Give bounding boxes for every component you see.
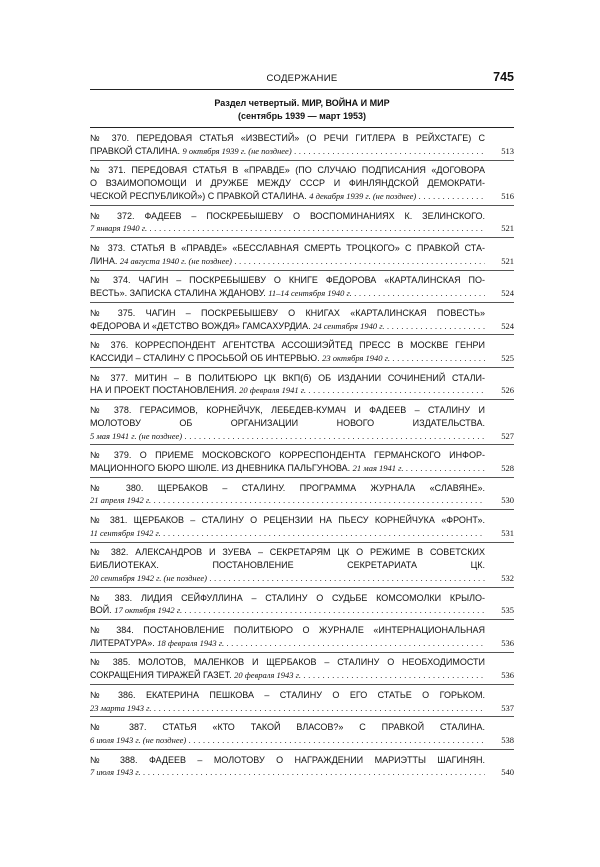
toc-entry-date: 6 июля 1943 г. (не позднее) bbox=[90, 734, 187, 745]
toc-entry-line bbox=[90, 734, 485, 746]
toc-entry-line bbox=[90, 430, 485, 442]
toc-entry-line bbox=[90, 702, 485, 714]
toc-entry[interactable] bbox=[90, 482, 514, 508]
toc-entry-line bbox=[90, 624, 485, 636]
toc-entry-title: № 381. ЩЕРБАКОВ – СТАЛИНУ О РЕЦЕНЗИИ НА ПЬЕСУ КОРНЕЙЧУКА «ФРОНТ». bbox=[90, 515, 485, 525]
toc-entry-line bbox=[90, 287, 485, 299]
toc-entry-line bbox=[90, 494, 485, 506]
toc-entry[interactable] bbox=[90, 754, 514, 780]
entry-separator bbox=[90, 652, 514, 653]
entry-separator bbox=[90, 509, 514, 510]
toc-entry-line bbox=[90, 274, 485, 286]
toc-entry-line bbox=[90, 527, 485, 539]
toc-entry-line bbox=[90, 222, 485, 234]
toc-entry-date: 11–14 сентября 1940 г. bbox=[268, 288, 352, 299]
toc-entry-line bbox=[90, 637, 485, 649]
toc-entry[interactable] bbox=[90, 274, 514, 300]
toc-entry-date: 23 октября 1940 г. bbox=[322, 352, 391, 363]
toc-entry-line bbox=[90, 372, 485, 384]
toc-entry-date: 5 мая 1941 г. (не позднее) bbox=[90, 430, 183, 441]
toc-entry-page: 528 bbox=[501, 462, 514, 473]
toc-entry-page: 521 bbox=[501, 223, 514, 234]
toc-entry-title: № 383. ЛИДИЯ СЕЙФУЛЛИНА – СТАЛИНУ О СУДЬБЕ КОМСОМОЛКИ КРЫЛО- bbox=[90, 592, 485, 603]
toc-entry-line bbox=[90, 604, 485, 616]
toc-entry-line bbox=[90, 145, 485, 157]
toc-entry-title: № 377. МИТИН – В ПОЛИТБЮРО ЦК ВКП(б) ОБ ИЗДАНИИ СОЧИНЕНИЙ СТАЛИ- bbox=[90, 372, 485, 383]
toc-entry-line bbox=[90, 449, 485, 461]
toc-entry-date: 21 апреля 1942 г. bbox=[90, 495, 152, 506]
toc-entry-line bbox=[90, 177, 485, 189]
toc-entry-title: ПРАВКОЙ СТАЛИНА. bbox=[90, 145, 180, 156]
toc-entry-line bbox=[90, 721, 485, 733]
toc-entry-page: 538 bbox=[501, 734, 514, 745]
entry-separator bbox=[90, 716, 514, 717]
toc-entry-date: 11 сентября 1942 г. bbox=[90, 527, 161, 538]
toc-entry-date: 24 сентября 1940 г. bbox=[313, 320, 385, 331]
toc-entry[interactable] bbox=[90, 210, 514, 236]
toc-entry-page: 513 bbox=[501, 145, 514, 156]
toc-entry-title: № 371. ПЕРЕДОВАЯ СТАТЬЯ В «ПРАВДЕ» (ПО СЛУЧАЮ ПОДПИСАНИЯ «ДОГОВОРА bbox=[90, 165, 485, 176]
toc-entry[interactable] bbox=[90, 372, 514, 398]
toc-entry-line bbox=[90, 255, 485, 267]
entry-separator bbox=[90, 334, 514, 335]
toc-entry-date: 20 февраля 1943 г. bbox=[234, 670, 301, 681]
toc-entry[interactable] bbox=[90, 514, 514, 540]
running-header-title: СОДЕРЖАНИЕ bbox=[266, 73, 338, 84]
toc-entry[interactable] bbox=[90, 546, 514, 584]
toc-entry-page: 532 bbox=[501, 572, 514, 583]
toc-entry-title: О ВЗАИМОПОМОЩИ И ДРУЖБЕ МЕЖДУ СССР И ФИНЛЯНДСКОЙ ДЕМОКРАТИ- bbox=[90, 178, 485, 189]
toc-entry-date: 17 октября 1942 г. bbox=[114, 605, 183, 616]
running-header bbox=[90, 72, 514, 90]
toc-entry-line bbox=[90, 514, 485, 526]
toc-entry[interactable] bbox=[90, 624, 514, 650]
toc-entry-title: ЧЕСКОЙ РЕСПУБЛИКОЙ») С ПРАВКОЙ СТАЛИНА. bbox=[90, 190, 307, 201]
toc-entry-title: № 370. ПЕРЕДОВАЯ СТАТЬЯ «ИЗВЕСТИЙ» (О РЕЧИ ГИТЛЕРА В РЕЙХСТАГЕ) С bbox=[90, 133, 485, 143]
toc-entry-page: 540 bbox=[501, 767, 514, 778]
entry-separator bbox=[90, 684, 514, 685]
toc-entry[interactable] bbox=[90, 404, 514, 442]
toc-entry-title: № 388. ФАДЕЕВ – МОЛОТОВУ О НАГРАЖДЕНИИ МАРИЭТТЫ ШАГИНЯН. bbox=[90, 754, 485, 765]
entry-separator bbox=[90, 399, 514, 400]
toc-entry-line bbox=[90, 132, 485, 144]
entry-separator bbox=[90, 237, 514, 238]
toc-entry-title: № 382. АЛЕКСАНДРОВ И ЗУЕВА – СЕКРЕТАРЯМ ЦК О РЕЖИМЕ В СОВЕТСКИХ bbox=[90, 547, 485, 558]
toc-entry-title: № 380. ЩЕРБАКОВ – СТАЛИНУ. ПРОГРАММА ЖУРНАЛА «СЛАВЯНЕ». bbox=[90, 482, 485, 493]
toc-entry-title: № 375. ЧАГИН – ПОСКРЕБЫШЕВУ О КНИГАХ «КАРТАЛИНСКАЯ ПОВЕСТЬ» bbox=[90, 307, 485, 318]
entry-separator bbox=[90, 444, 514, 445]
toc-entry-page: 536 bbox=[501, 670, 514, 681]
toc-entry-date: 9 октября 1939 г. (не позднее) bbox=[182, 145, 292, 156]
toc-entry-line bbox=[90, 320, 485, 332]
toc-entry-line bbox=[90, 669, 485, 681]
toc-entry-date: 24 августа 1940 г. (не позднее) bbox=[119, 255, 232, 266]
toc-entry-title: ЛИНА. bbox=[90, 255, 118, 266]
toc-entry[interactable] bbox=[90, 656, 514, 682]
toc-entry-title: № 378. ГЕРАСИМОВ, КОРНЕЙЧУК, ЛЕБЕДЕВ-КУМАЧ И ФАДЕЕВ – СТАЛИНУ И bbox=[90, 405, 485, 415]
toc-entry-line bbox=[90, 656, 485, 668]
toc-entry-title: № 387. СТАТЬЯ «КТО ТАКОЙ ВЛАСОВ?» С ПРАВКОЙ СТАЛИНА. bbox=[90, 722, 485, 733]
toc-entry-title: ВЕСТЬ». ЗАПИСКА СТАЛИНА ЖДАНОВУ. bbox=[90, 288, 266, 299]
entry-separator bbox=[90, 587, 514, 588]
toc-entry-date: 4 декабря 1939 г. (не позднее) bbox=[309, 190, 417, 201]
toc-entry-line bbox=[90, 242, 485, 254]
toc-entry-line bbox=[90, 766, 485, 778]
toc-entry-line bbox=[90, 339, 485, 351]
entry-separator bbox=[90, 302, 514, 303]
entry-separator bbox=[90, 367, 514, 368]
toc-entry-page: 536 bbox=[501, 637, 514, 648]
entry-separator bbox=[90, 270, 514, 271]
toc-entry-line bbox=[90, 190, 485, 202]
entry-separator bbox=[90, 542, 514, 543]
toc-entry-line bbox=[90, 210, 485, 222]
toc-entry-title: НА И ПРОЕКТ ПОСТАНОВЛЕНИЯ. bbox=[90, 385, 237, 396]
toc-entry[interactable] bbox=[90, 242, 514, 268]
toc-entry[interactable] bbox=[90, 592, 514, 618]
section-period: (сентябрь 1939 — март 1953) bbox=[237, 111, 367, 121]
toc-entry-page: 531 bbox=[501, 527, 514, 538]
toc-entry-date: 20 февраля 1941 г. bbox=[239, 385, 307, 396]
toc-entry-title: № 372. ФАДЕЕВ – ПОСКРЕБЫШЕВУ О ВОСПОМИНАНИЯХ К. ЗЕЛИНСКОГО. bbox=[90, 210, 485, 221]
toc-entry[interactable] bbox=[90, 164, 514, 202]
toc-entry-line bbox=[90, 572, 485, 584]
section-rule bbox=[90, 127, 514, 128]
toc-entry-title: № 376. КОРРЕСПОНДЕНТ АГЕНТСТВА АССОШИЭЙТЕД ПРЕСС В МОСКВЕ ГЕНРИ bbox=[90, 340, 485, 351]
toc-entry-line bbox=[90, 462, 485, 474]
toc-entry-page: 524 bbox=[501, 288, 514, 299]
toc-entry-title: № 384. ПОСТАНОВЛЕНИЕ ПОЛИТБЮРО О ЖУРНАЛЕ «ИНТЕРНАЦИОНАЛЬНАЯ bbox=[90, 625, 485, 635]
toc-entry-title: № 373. СТАТЬЯ В «ПРАВДЕ» «БЕССЛАВНАЯ СМЕРТЬ ТРОЦКОГО» С ПРАВКОЙ СТА- bbox=[90, 243, 485, 253]
toc-entry[interactable] bbox=[90, 721, 514, 747]
entry-separator bbox=[90, 477, 514, 478]
toc-entry-line bbox=[90, 352, 485, 364]
page-number: 745 bbox=[493, 70, 514, 84]
toc-entry-date: 7 июля 1943 г. bbox=[90, 767, 141, 778]
entry-separator bbox=[90, 160, 514, 161]
section-title: Раздел четвертый. МИР, ВОЙНА И МИР bbox=[214, 98, 390, 108]
toc-entry-line bbox=[90, 546, 485, 558]
toc-entry-title: ВОЙ. bbox=[90, 605, 112, 616]
toc-entry-page: 524 bbox=[501, 320, 514, 331]
toc-entry-title: БИБЛИОТЕКАХ. ПОСТАНОВЛЕНИЕ СЕКРЕТАРИАТА ЦК. bbox=[90, 560, 485, 571]
toc-entry-line bbox=[90, 592, 485, 604]
toc-entry-title: КАССИДИ – СТАЛИНУ С ПРОСЬБОЙ ОБ ИНТЕРВЬЮ. bbox=[90, 352, 320, 363]
toc-entry[interactable] bbox=[90, 307, 514, 333]
entry-separator bbox=[90, 205, 514, 206]
entry-separator bbox=[90, 619, 514, 620]
toc-entry-date: 7 января 1940 г. bbox=[90, 223, 148, 234]
toc-entry-date: 20 сентября 1942 г. (не позднее) bbox=[90, 572, 207, 583]
toc-entry-page: 530 bbox=[501, 495, 514, 506]
toc-entry[interactable] bbox=[90, 132, 514, 158]
toc-entry-page: 525 bbox=[501, 352, 514, 363]
toc-entry[interactable] bbox=[90, 449, 514, 475]
toc-entry-date: 21 мая 1941 г. bbox=[352, 462, 404, 473]
toc-entry-page: 537 bbox=[501, 702, 514, 713]
toc-entry[interactable] bbox=[90, 339, 514, 365]
toc-entry-page: 527 bbox=[501, 430, 514, 441]
toc-entry-title: ФЕДОРОВА И «ДЕТСТВО ВОЖДЯ» ГАМСАХУРДИА. bbox=[90, 320, 311, 331]
toc-entry[interactable] bbox=[90, 689, 514, 715]
toc-entry-line bbox=[90, 754, 485, 766]
toc-entry-page: 521 bbox=[501, 255, 514, 266]
toc-entry-line bbox=[90, 559, 485, 571]
toc-entry-line bbox=[90, 164, 485, 176]
toc-entry-page: 535 bbox=[501, 605, 514, 616]
entry-separator bbox=[90, 749, 514, 750]
toc-entry-title: ЛИТЕРАТУРА». bbox=[90, 637, 155, 648]
toc-entry-line bbox=[90, 482, 485, 494]
section-heading bbox=[90, 97, 514, 123]
toc-entry-title: № 385. МОЛОТОВ, МАЛЕНКОВ И ЩЕРБАКОВ – СТАЛИНУ О НЕОБХОДИМОСТИ bbox=[90, 657, 485, 668]
toc-entry-date: 18 февраля 1943 г. bbox=[157, 637, 225, 648]
toc-entry-page: 526 bbox=[501, 385, 514, 396]
toc-entry-title: МОЛОТОВУ ОБ ОРГАНИЗАЦИИ НОВОГО ИЗДАТЕЛЬСТВА. bbox=[90, 417, 485, 428]
toc-entry-title: СОКРАЩЕНИЯ ТИРАЖЕЙ ГАЗЕТ. bbox=[90, 670, 232, 681]
toc-entry-line bbox=[90, 307, 485, 319]
toc-entry-title: № 386. ЕКАТЕРИНА ПЕШКОВА – СТАЛИНУ О ЕГО СТАТЬЕ О ГОРЬКОМ. bbox=[90, 689, 485, 700]
toc-entry-line bbox=[90, 689, 485, 701]
toc-entry-title: № 379. О ПРИЕМЕ МОСКОВСКОГО КОРРЕСПОНДЕНТА ГЕРМАНСКОГО ИНФОР- bbox=[90, 450, 485, 461]
header-rule bbox=[90, 89, 514, 90]
toc-entry-title: № 374. ЧАГИН – ПОСКРЕБЫШЕВУ О КНИГЕ ФЕДОРОВА «КАРТАЛИНСКАЯ ПО- bbox=[90, 275, 485, 286]
toc-entry-line bbox=[90, 417, 485, 429]
toc-entry-line bbox=[90, 404, 485, 416]
toc-entry-page: 516 bbox=[501, 190, 514, 201]
toc-entry-title: МАЦИОННОГО БЮРО ШЮЛЕ. ИЗ ДНЕВНИКА ПАЛЬГУНОВА. bbox=[90, 462, 351, 473]
toc-entry-date: 23 марта 1943 г. bbox=[90, 702, 152, 713]
toc-entry-line bbox=[90, 384, 485, 396]
